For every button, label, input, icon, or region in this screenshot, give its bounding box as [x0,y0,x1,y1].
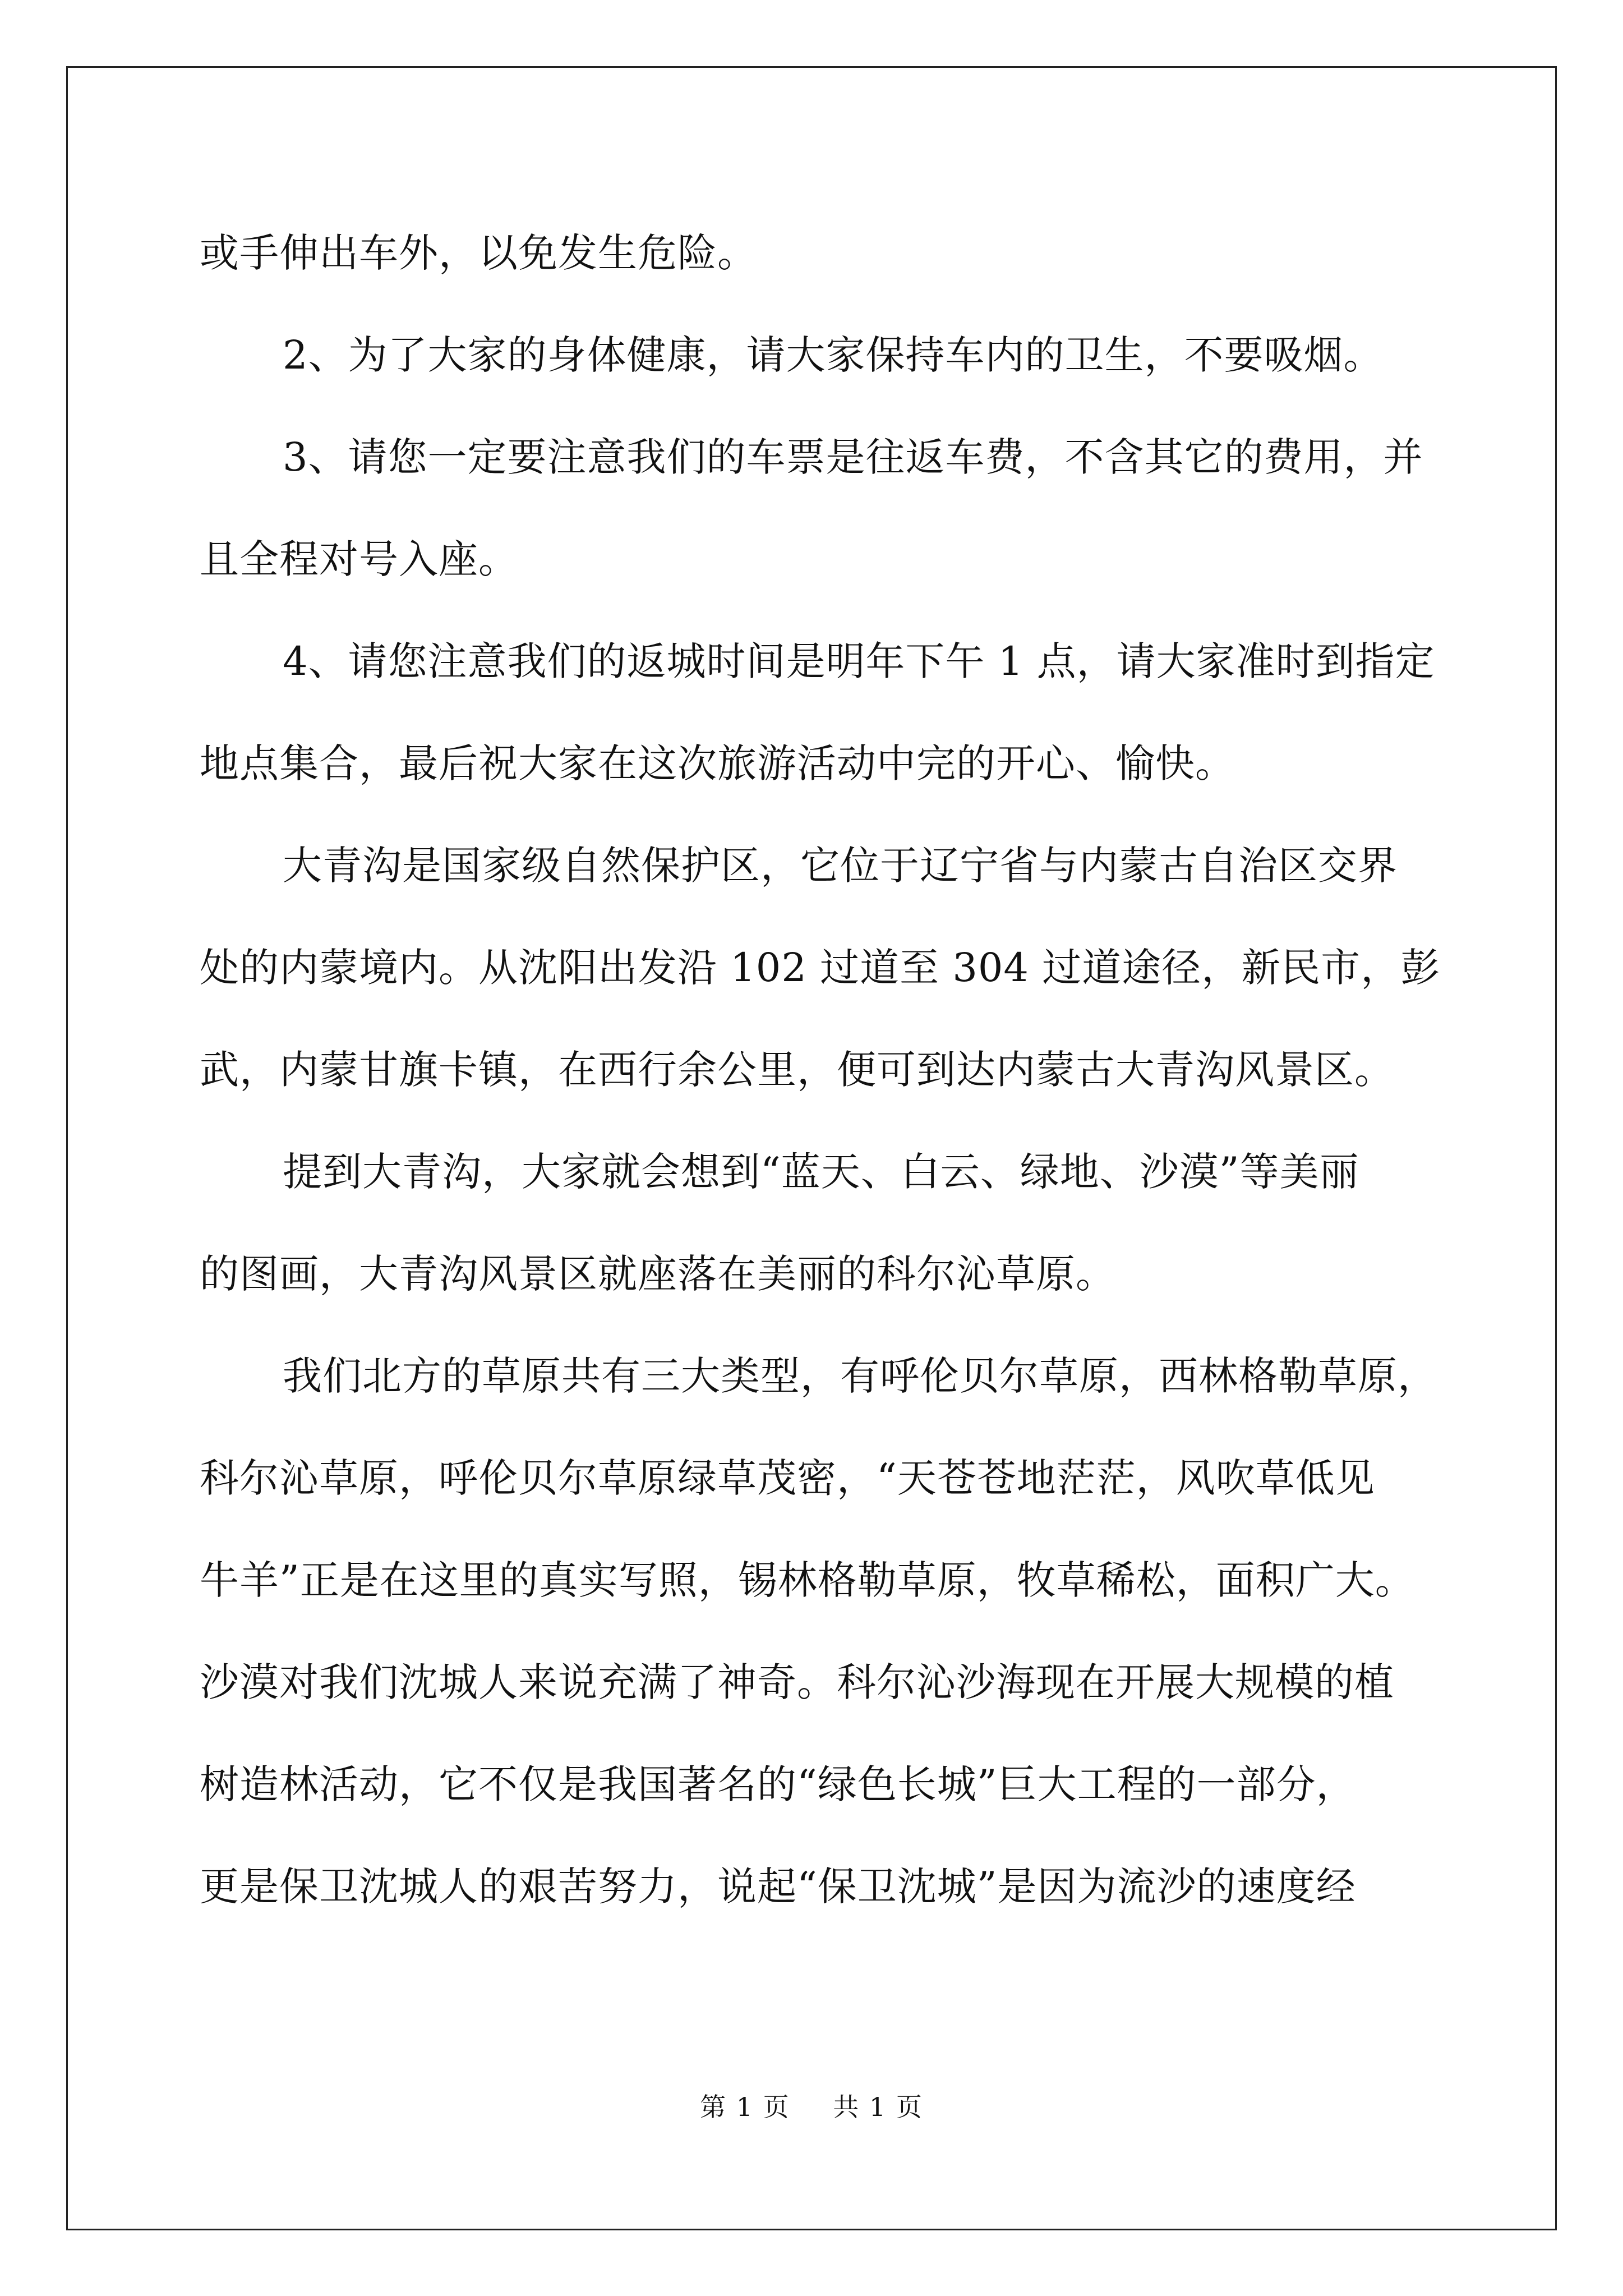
text-line-17: 更是保卫沈城人的艰苦努力，说起“保卫沈城”是因为流沙的速度经 [200,1864,1356,1910]
text-line-9: 武，内蒙甘旗卡镇，在西行余公里，便可到达内蒙古大青沟风景区。 [200,1047,1394,1093]
text-line-11: 的图画，大青沟风景区就座落在美丽的科尔沁草原。 [200,1251,1115,1297]
page-total: 共 1 页 [833,2092,923,2122]
text-line-5: 4、请您注意我们的返城时间是明年下午 1 点，请大家准时到指定 [283,638,1435,684]
text-line-3: 3、请您一定要注意我们的车票是往返车费，不含其它的费用，并 [283,434,1423,480]
text-line-2: 2、为了大家的身体健康，请大家保持车内的卫生，不要吸烟。 [283,332,1384,378]
text-line-4: 且全程对号入座。 [200,536,518,582]
text-line-14: 牛羊”正是在这里的真实写照，锡林格勒草原，牧草稀松，面积广大。 [200,1557,1415,1603]
text-line-6: 地点集合，最后祝大家在这次旅游活动中完的开心、愉快。 [200,740,1235,786]
text-line-1: 或手伸出车外，以免发生危险。 [200,230,757,276]
document-body [200,202,1441,1938]
text-line-10: 提到大青沟，大家就会想到“蓝天、白云、绿地、沙漠”等美丽 [283,1149,1359,1195]
text-line-15: 沙漠对我们沈城人来说充满了神奇。科尔沁沙海现在开展大规模的植 [200,1659,1394,1705]
text-line-8: 处的内蒙境内。从沈阳出发沿 102 过道至 304 过道途径，新民市，彭 [200,945,1441,991]
text-line-12: 我们北方的草原共有三大类型，有呼伦贝尔草原，西林格勒草原， [283,1353,1437,1399]
text-line-16: 树造林活动，它不仅是我国著名的“绿色长城”巨大工程的一部分， [200,1761,1356,1807]
text-line-13: 科尔沁草原，呼伦贝尔草原绿草茂密，“天苍苍地茫茫，风吹草低见 [200,1455,1375,1501]
page-number: 第 1 页 [700,2092,790,2122]
text-line-7: 大青沟是国家级自然保护区，它位于辽宁省与内蒙古自治区交界 [283,843,1398,889]
page-footer [0,2087,1623,2124]
